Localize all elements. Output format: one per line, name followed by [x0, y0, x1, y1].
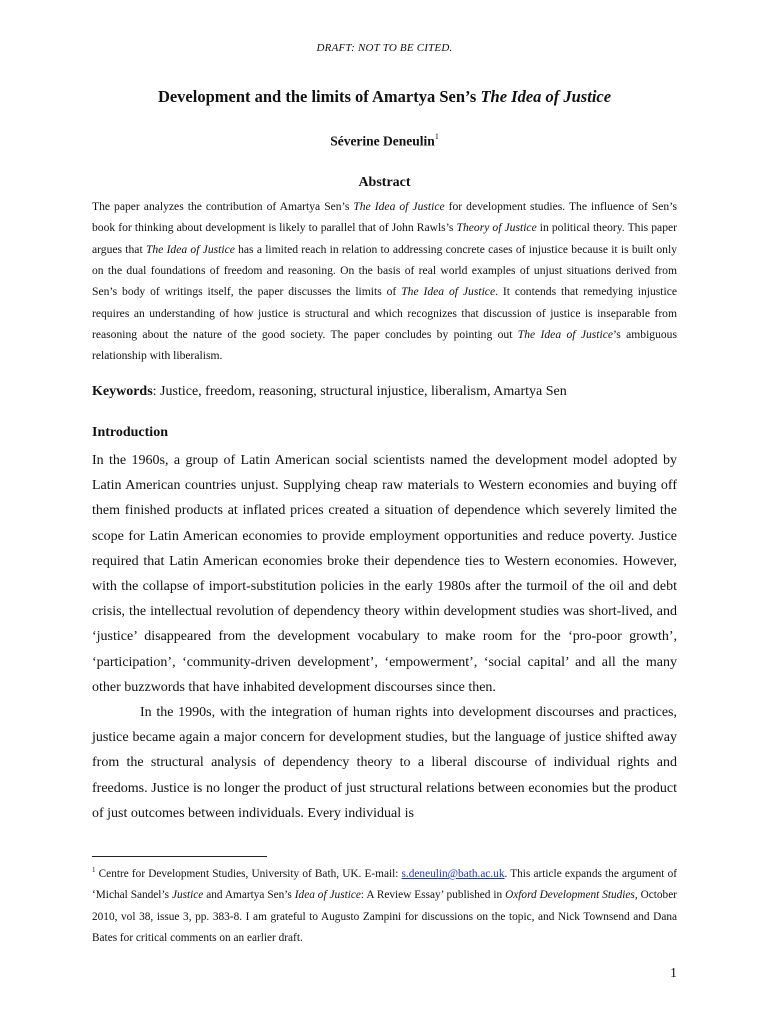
abstract-text: ’s ambiguous relationship with liberalism. [92, 328, 677, 363]
abstract-text: for development studies. The influence of Sen’s book for thinking about development is likely to parallel that of John Rawls’s [92, 200, 677, 235]
draft-notice: DRAFT: NOT TO BE CITED. [316, 42, 453, 54]
abstract-italic: The Idea of Justice [353, 200, 445, 213]
introduction-body [92, 448, 677, 826]
keywords-line [92, 382, 677, 402]
abstract-text: The paper analyzes the contribution of Amartya Sen’s [92, 200, 354, 213]
footnote-text: , October 2010, vol 38, issue 3, pp. 383-8. I am grateful to Augusto Zampini for discussions on the topic, and Nick Townsend and Dana Bates for critical comments on an earlier draft. [92, 889, 677, 945]
author-line [92, 133, 677, 150]
footnote-text: . This article expands the argument of ‘Michal Sandel’s [92, 867, 677, 902]
abstract-italic: The Idea of Justice [145, 242, 235, 256]
footnote-divider [92, 856, 267, 857]
footnote [92, 860, 677, 950]
footnote-text: and Amartya Sen’s [203, 889, 295, 902]
footnote-italic: Idea of Justice [294, 889, 361, 902]
footnote-text: Centre for Development Studies, University of Bath, UK. E-mail: [95, 867, 402, 880]
abstract-text: . It contends that remedying injustice requires an understanding of how justice is structural and which recognizes that discussion of justice is inseparable from reasoning about the nature of the good society. The paper concludes by pointing out [92, 285, 678, 342]
introduction-heading: Introduction [92, 425, 168, 440]
footnote-italic: Justice [171, 889, 204, 902]
abstract-body [92, 196, 677, 367]
body-paragraph: In the 1960s, a group of Latin American social scientists named the development model adopted by Latin American countries unjust. Supplying cheap raw materials to Western economies and buying off them finished products at inflated prices created a situation of dependence which severely limited the scope for Latin American economies to provide employment opportunities and reduce poverty. Justice required that Latin American economies broke their dependence ties to Western economies. However, with the collapse of import-substitution policies in the early 1980s after the turmoil of the oil and debt crisis, the intellectual revolution of dependency theory within development studies was short-lived, and ‘justice’ disappeared from the development vocabulary to make room for the ‘pro-poor growth’, ‘participation’, ‘community-driven development’, ‘empowerment’, ‘social capital’ and all the many other buzzwords that have inhabited development discourses since then. [92, 453, 677, 695]
author-name: Séverine Deneulin [330, 133, 435, 149]
title-book-name: The Idea of Justice [480, 87, 612, 106]
title-text: Development and the limits of Amartya Sen’s [157, 87, 481, 106]
footnote-text: : A Review Essay’ published in [360, 889, 506, 902]
abstract-italic: The Idea of Justice [401, 285, 496, 299]
body-paragraph: In the 1990s, with the integration of human rights into development discourses and practices, justice became again a major concern for development studies, but the language of justice shifted away from the structural analysis of dependency theory to a liberal discourse of individual rights and freedoms. Justice is no longer the product of just structural relations between economies but the product of just outcomes between individuals. Every individual is [92, 705, 677, 821]
footnote-italic: Oxford Development Studies [505, 889, 635, 902]
footnote-mark: 1 [92, 866, 96, 874]
paper-title [92, 87, 677, 107]
abstract-italic: Theory of Justice [456, 221, 537, 235]
keywords-text: : Justice, freedom, reasoning, structural injustice, liberalism, Amartya Sen [152, 384, 567, 399]
abstract-text: in political theory. This paper argues that [92, 221, 677, 256]
author-email-link[interactable]: s.deneulin@bath.ac.uk [401, 867, 505, 880]
abstract-heading: Abstract [358, 175, 411, 190]
abstract-italic: The Idea of Justice [517, 328, 614, 342]
abstract-text: has a limited reach in relation to addressing concrete cases of injustice because it is built only on the dual foundations of freedom and reasoning. On the basis of real world examples of unjust situations derived from Sen’s body of writings itself, the paper discusses the limits of [92, 242, 677, 299]
keywords-label: Keywords [92, 384, 153, 399]
author-footnote-mark[interactable]: 1 [434, 132, 439, 141]
page-number: 1 [670, 966, 677, 981]
